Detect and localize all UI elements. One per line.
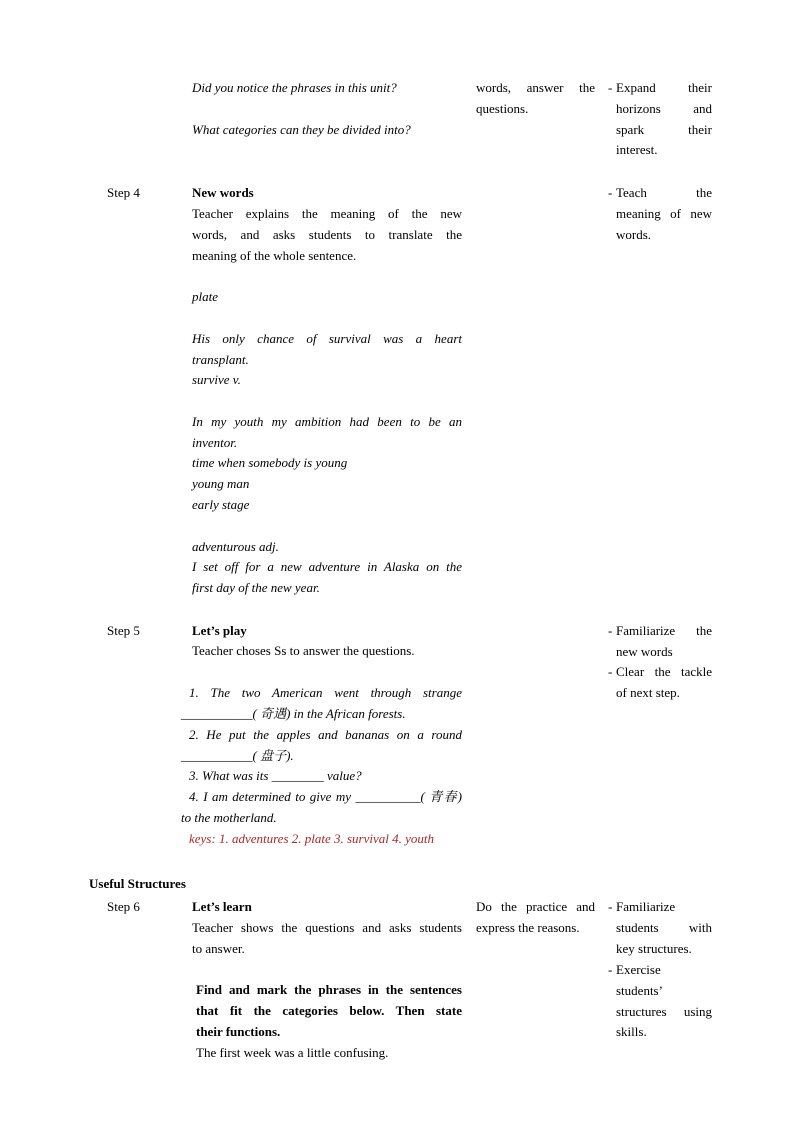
- text-line: meaning of the whole sentence.: [192, 247, 357, 263]
- step-5-title: Let’s play: [192, 623, 247, 638]
- text-line: key structures.: [616, 940, 692, 956]
- text-line: students’: [616, 982, 663, 998]
- text-line: words, answer the: [476, 80, 595, 95]
- question-categories: What categories can they be divided into?: [192, 122, 411, 137]
- text-line: words, and asks students to translate the: [192, 226, 462, 242]
- text-line: Clear the tackle: [616, 664, 712, 679]
- text-line: first day of the new year.: [192, 579, 320, 595]
- exercise-question-3: 3. What was its ________ value?: [189, 768, 362, 783]
- text-line: of next step.: [616, 684, 680, 700]
- text-line: 2. He put the apples and bananas on a round: [189, 727, 462, 742]
- text-line: structures using: [616, 1003, 712, 1019]
- text-line: skills.: [616, 1024, 647, 1040]
- step-4-description: [192, 204, 462, 266]
- step-4-title: New words: [192, 185, 254, 200]
- word-survive: survive v.: [192, 372, 241, 387]
- students-activity-row3: [476, 78, 595, 120]
- text-line: 4. I am determined to give my __________( 青春): [189, 789, 462, 804]
- text-line: early stage: [192, 496, 250, 512]
- text-line: Familiarize: [616, 899, 676, 914]
- text-line: Do the practice and: [476, 899, 595, 914]
- step-4-label: Step 4: [107, 185, 140, 200]
- text-line: Expand their: [616, 80, 712, 95]
- step-5-description: Teacher choses Ss to answer the questions.: [192, 643, 415, 658]
- text-line: In my youth my ambition had been to be an: [192, 414, 462, 429]
- step-6-label: Step 6: [107, 899, 140, 914]
- youth-definitions: [192, 453, 462, 515]
- step-6-title: Let’s learn: [192, 899, 252, 914]
- exercise-question-1: [181, 683, 462, 725]
- text-line: transplant.: [192, 351, 249, 367]
- text-line: ___________( 盘子).: [181, 747, 294, 763]
- text-line: meaning of new: [616, 205, 712, 221]
- section-heading-useful-structures: Useful Structures: [89, 876, 186, 891]
- students-activity-step-6: [476, 897, 595, 939]
- text-line: interest.: [616, 142, 658, 158]
- text-line: spark their: [616, 121, 712, 137]
- text-line: Find and mark the phrases in the sentences: [196, 982, 462, 997]
- text-line: that fit the categories below. Then state: [196, 1002, 462, 1018]
- word-plate: plate: [192, 289, 218, 304]
- text-line: their functions.: [196, 1023, 281, 1039]
- text-line: Teach the: [616, 185, 712, 200]
- example-youth: [192, 412, 462, 454]
- bullet-dash: -: [608, 623, 613, 638]
- text-line: ___________( 奇遇) in the African forests.: [181, 705, 406, 721]
- bullet-dash: -: [608, 664, 613, 679]
- text-line: to the motherland.: [181, 809, 277, 825]
- text-line: to answer.: [192, 940, 245, 956]
- bullet-dash: -: [608, 80, 613, 95]
- step-6-description: [192, 918, 462, 960]
- text-line: new words: [616, 643, 673, 659]
- step-6-example: The first week was a little confusing.: [196, 1045, 389, 1060]
- text-line: young man: [192, 475, 250, 491]
- text-line: Teacher explains the meaning of the new: [192, 206, 462, 221]
- bullet-dash: -: [608, 962, 613, 977]
- bullet-dash: -: [608, 185, 613, 200]
- text-line: inventor.: [192, 434, 238, 450]
- exercise-question-2: [181, 725, 462, 767]
- step-5-label: Step 5: [107, 623, 140, 638]
- text-line: Teacher shows the questions and asks students: [192, 920, 462, 935]
- text-line: Familiarize the: [616, 623, 712, 638]
- text-line: His only chance of survival was a heart: [192, 331, 462, 346]
- example-adventure: [192, 557, 462, 599]
- example-survival: [192, 329, 462, 371]
- answer-keys: keys: 1. adventures 2. plate 3. survival 4. youth: [189, 831, 435, 846]
- text-line: 1. The two American went through strange: [189, 685, 462, 700]
- step-6-task: [196, 980, 462, 1042]
- word-adventurous: adventurous adj.: [192, 539, 279, 554]
- text-line: time when somebody is young: [192, 455, 348, 470]
- question-phrases: Did you notice the phrases in this unit?: [192, 80, 397, 95]
- bullet-dash: -: [608, 899, 613, 914]
- text-line: express the reasons.: [476, 919, 580, 935]
- text-line: horizons and: [616, 100, 712, 116]
- text-line: words.: [616, 226, 652, 242]
- text-line: students with: [616, 919, 712, 935]
- text-line: questions.: [476, 100, 529, 116]
- text-line: I set off for a new adventure in Alaska on the: [192, 559, 462, 574]
- text-line: Exercise: [616, 962, 661, 977]
- exercise-question-4: [181, 787, 462, 829]
